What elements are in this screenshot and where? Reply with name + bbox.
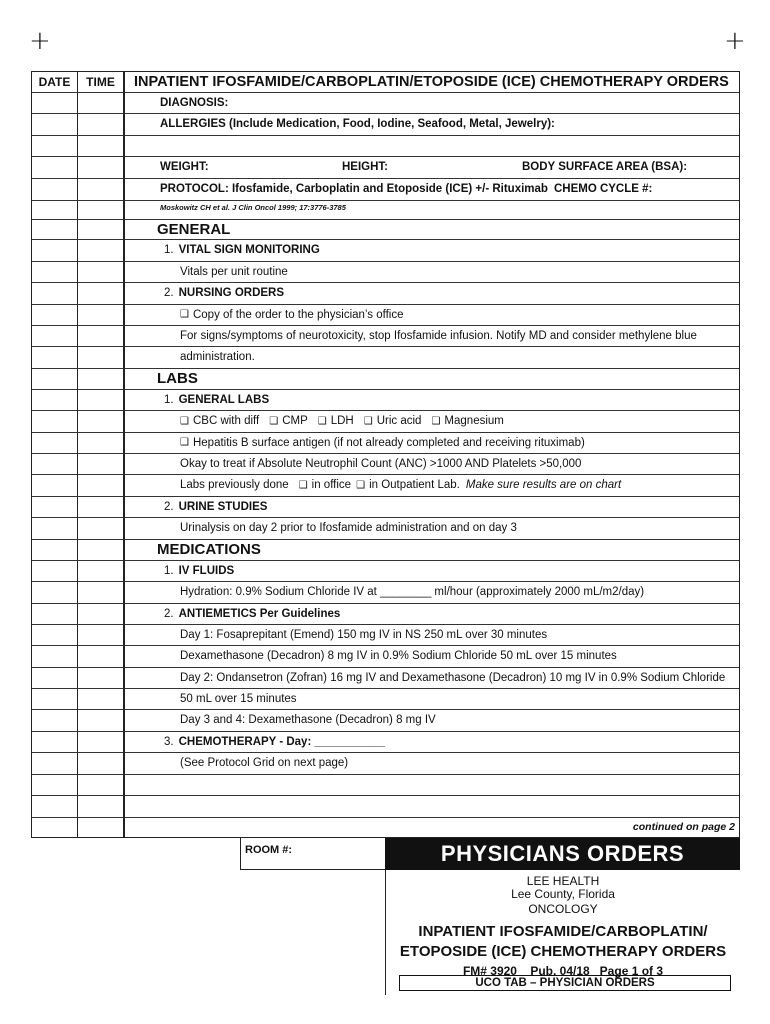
hydration-text: Hydration: 0.9% Sodium Chloride IV at ________ ml/hour (approximately 2000 mL/m2/day)	[180, 586, 645, 598]
physicians-orders-banner: PHYSICIANS ORDERS	[385, 838, 740, 870]
measurements-row	[155, 156, 739, 178]
room-number-field[interactable]: ROOM #:	[240, 838, 385, 870]
chemo-cycle-field[interactable]: CHEMO CYCLE #:	[553, 183, 653, 195]
registration-mark-right: +	[724, 26, 746, 56]
neurotoxicity-note-1: For signs/symptoms of neurotoxicity, stop Ifosfamide infusion. Notify MD and consider methylene blue	[180, 329, 697, 342]
protocol-reference: Moskowitz CH et al. J Clin Oncol 1999; 17:3776-3785	[160, 202, 346, 212]
section-medications: MEDICATIONS	[157, 541, 261, 558]
footer-title-2: ETOPOSIDE (ICE) CHEMOTHERAPY ORDERS	[399, 943, 727, 960]
protocol-row	[155, 178, 739, 200]
checkbox-icon[interactable]: ❑	[356, 479, 366, 491]
bsa-field[interactable]: BODY SURFACE AREA (BSA):	[522, 161, 688, 173]
antiemetic-day2: Day 2: Ondansetron (Zofran) 16 mg IV and Dexamethasone (Decadron) 10 mg IV in 0.9% Sodium Chloride	[180, 671, 726, 684]
general-labs-heading: 1. GENERAL LABS	[164, 393, 270, 406]
form-title: INPATIENT IFOSFAMIDE/CARBOPLATIN/ETOPOSIDE (ICE) CHEMOTHERAPY ORDERS	[134, 74, 729, 90]
org-county: Lee County, Florida	[511, 887, 615, 901]
checkbox-icon[interactable]: ❑	[180, 309, 189, 320]
antiemetic-dex1: Dexamethasone (Decadron) 8 mg IV in 0.9% Sodium Chloride 50 mL over 15 minutes	[180, 650, 617, 662]
orders-form	[31, 71, 740, 838]
checkbox-icon[interactable]: ❑	[431, 415, 441, 427]
copy-order-item: ❑ Copy of the order to the physician’s office	[180, 308, 404, 321]
height-field[interactable]: HEIGHT:	[342, 161, 388, 173]
section-labs: LABS	[157, 370, 198, 387]
form-number: FM# 3920 Pub. 04/18 Page 1 of 3	[462, 964, 664, 978]
registration-mark-left: +	[29, 26, 51, 56]
section-general: GENERAL	[157, 220, 231, 238]
general-labs-options: ❑ CBC with diff ❑ CMP ❑ LDH ❑ Uric acid ❑ Magnesium	[180, 415, 504, 427]
nursing-heading: 2. NURSING ORDERS	[164, 287, 285, 299]
footer-title-1: INPATIENT IFOSFAMIDE/CARBOPLATIN/	[418, 923, 708, 940]
antiemetic-day1: Day 1: Fosaprepitant (Emend) 150 mg IV in NS 250 mL over 30 minutes	[180, 628, 548, 641]
chemotherapy-heading: 3. CHEMOTHERAPY - Day: ___________	[164, 735, 385, 748]
tab-label: UCO TAB – PHYSICIAN ORDERS	[399, 975, 731, 991]
weight-field[interactable]: WEIGHT:	[160, 161, 209, 173]
antiemetics-heading: 2. ANTIEMETICS Per Guidelines	[164, 607, 341, 620]
treat-criteria: Okay to treat if Absolute Neutrophil Count (ANC) >1000 AND Platelets >50,000	[180, 457, 582, 470]
checkbox-icon[interactable]: ❑	[317, 415, 327, 427]
row-rule	[32, 135, 739, 136]
labs-previously-done: Labs previously done ❑ in office ❑ in Outpatient Lab. Make sure results are on chart	[180, 479, 622, 491]
urinalysis-text: Urinalysis on day 2 prior to Ifosfamide administration and on day 3	[180, 522, 517, 534]
org-dept: ONCOLOGY	[528, 902, 598, 916]
row-rule	[32, 774, 739, 775]
row-rule	[32, 795, 739, 796]
vitals-text: Vitals per unit routine	[180, 265, 288, 278]
checkbox-icon[interactable]: ❑	[180, 415, 189, 427]
content-column-divider	[124, 72, 125, 837]
time-column-header: TIME	[86, 75, 115, 89]
org-name: LEE HEALTH	[526, 874, 600, 888]
allergies-field[interactable]: ALLERGIES (Include Medication, Food, Iodine, Seafood, Metal, Jewelry):	[160, 118, 555, 130]
protocol-label: PROTOCOL: Ifosfamide, Carboplatin and Etoposide (ICE) +/- Rituximab	[160, 183, 548, 195]
checkbox-icon[interactable]: ❑	[298, 479, 308, 491]
checkbox-icon[interactable]: ❑	[269, 415, 279, 427]
antiemetic-day34: Day 3 and 4: Dexamethasone (Decadron) 8 mg IV	[180, 714, 436, 726]
neurotoxicity-note-2: administration.	[180, 351, 255, 363]
hepatitis-b-item: ❑ Hepatitis B surface antigen (if not already completed and receiving rituximab)	[180, 436, 585, 449]
protocol-grid-note: (See Protocol Grid on next page)	[180, 757, 349, 769]
checkbox-icon[interactable]: ❑	[363, 415, 373, 427]
vitals-heading: 1. VITAL SIGN MONITORING	[164, 244, 320, 256]
antiemetic-day2-cont: 50 mL over 15 minutes	[180, 692, 297, 705]
iv-fluids-heading: 1. IV FLUIDS	[164, 564, 235, 577]
date-column-header: DATE	[38, 75, 71, 89]
urine-studies-heading: 2. URINE STUDIES	[164, 500, 268, 513]
diagnosis-field[interactable]: DIAGNOSIS:	[160, 96, 229, 109]
continued-note: continued on page 2	[632, 821, 735, 833]
checkbox-icon[interactable]: ❑	[180, 437, 189, 448]
